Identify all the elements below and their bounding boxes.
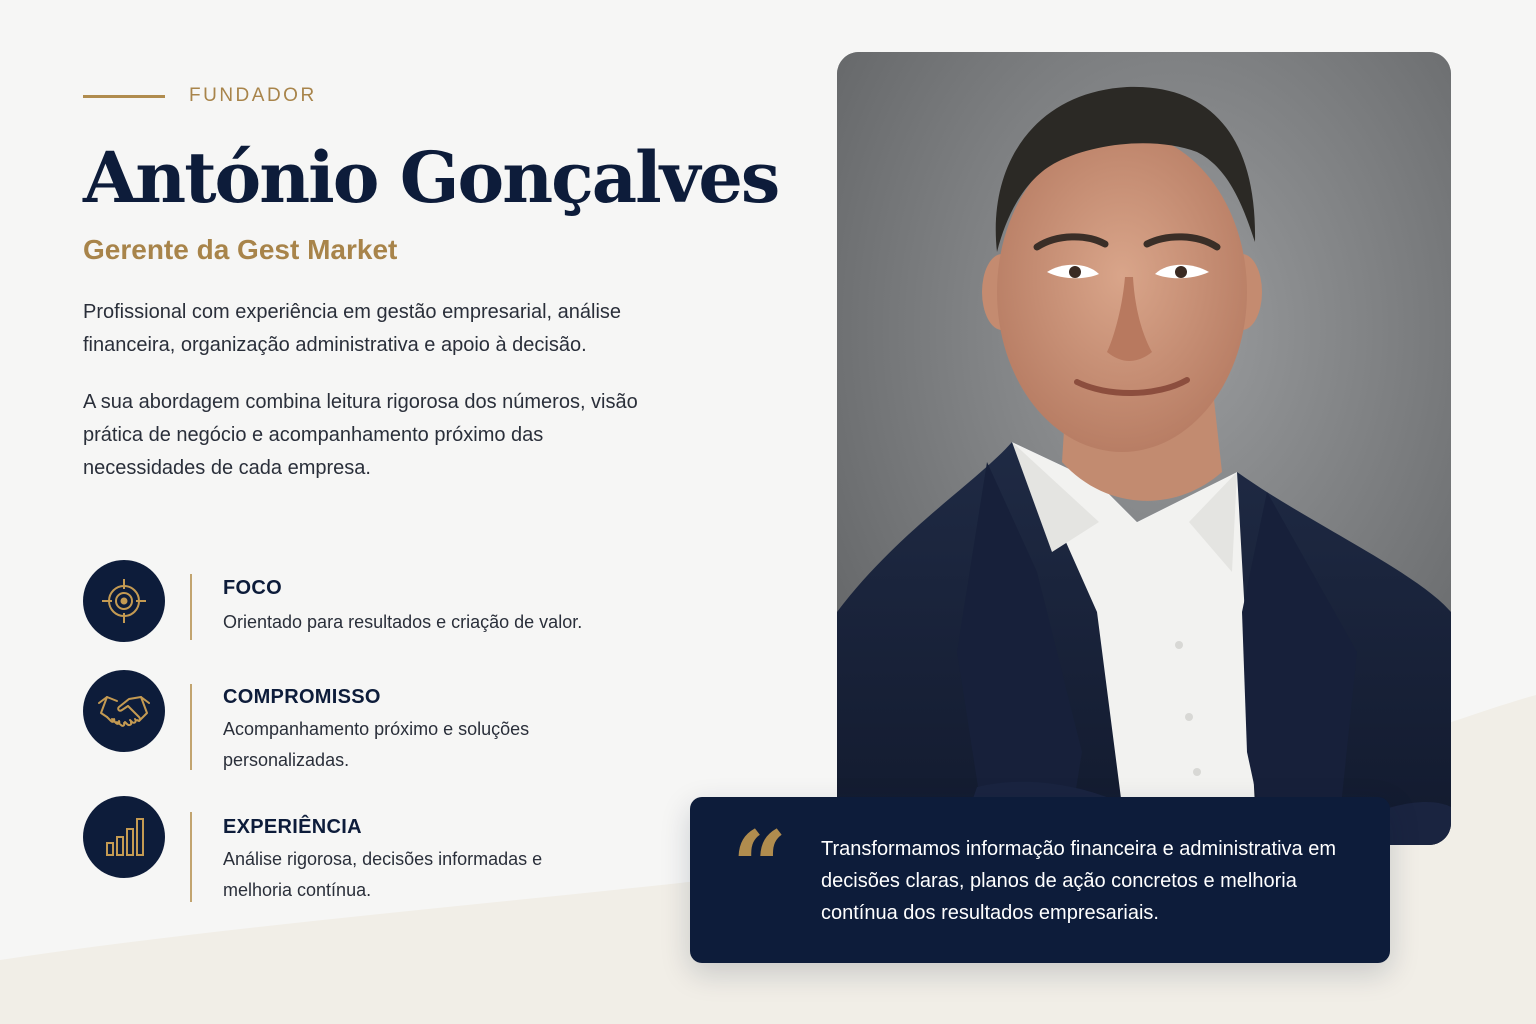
feature-divider [190,574,192,640]
bar-chart-icon [83,796,165,878]
feature-title: FOCO [223,577,282,599]
feature-divider [190,812,192,902]
feature-title: COMPROMISSO [223,686,381,708]
target-icon [83,560,165,642]
bio-paragraph-2: A sua abordagem combina leitura rigorosa dos números, visão prática de negócio e acompanhamento próximo das necessidades de cada empresa. [83,391,638,479]
handshake-icon [83,670,165,752]
bio-paragraph-1: Profissional com experiência em gestão empresarial, análise financeira, organização administrativa e apoio à decisão. [83,301,622,356]
feature-description: Orientado para resultados e criação de valor. [223,612,583,632]
feature-description: Análise rigorosa, decisões informadas e melhoria contínua. [223,849,543,900]
founder-intro [83,82,779,485]
feature-title: EXPERIÊNCIA [223,816,362,838]
founder-role: Gerente da Gest Market [83,234,398,265]
quote-text: Transformamos informação financeira e administrativa em decisões claras, planos de ação concretos e melhoria contínua dos resultados empresariais. [821,838,1337,924]
quote-card [690,797,1390,963]
eyebrow [83,82,683,110]
feature-description: Acompanhamento próximo e soluções personalizadas. [223,719,530,770]
founder-photo [837,52,1451,845]
founder-name: António Gonçalves [83,136,779,219]
eyebrow-label: FUNDADOR [189,85,317,106]
portrait-illustration [837,52,1451,845]
feature-divider [190,684,192,770]
quote-mark-icon: “ [732,810,788,923]
eyebrow-line [83,95,165,98]
